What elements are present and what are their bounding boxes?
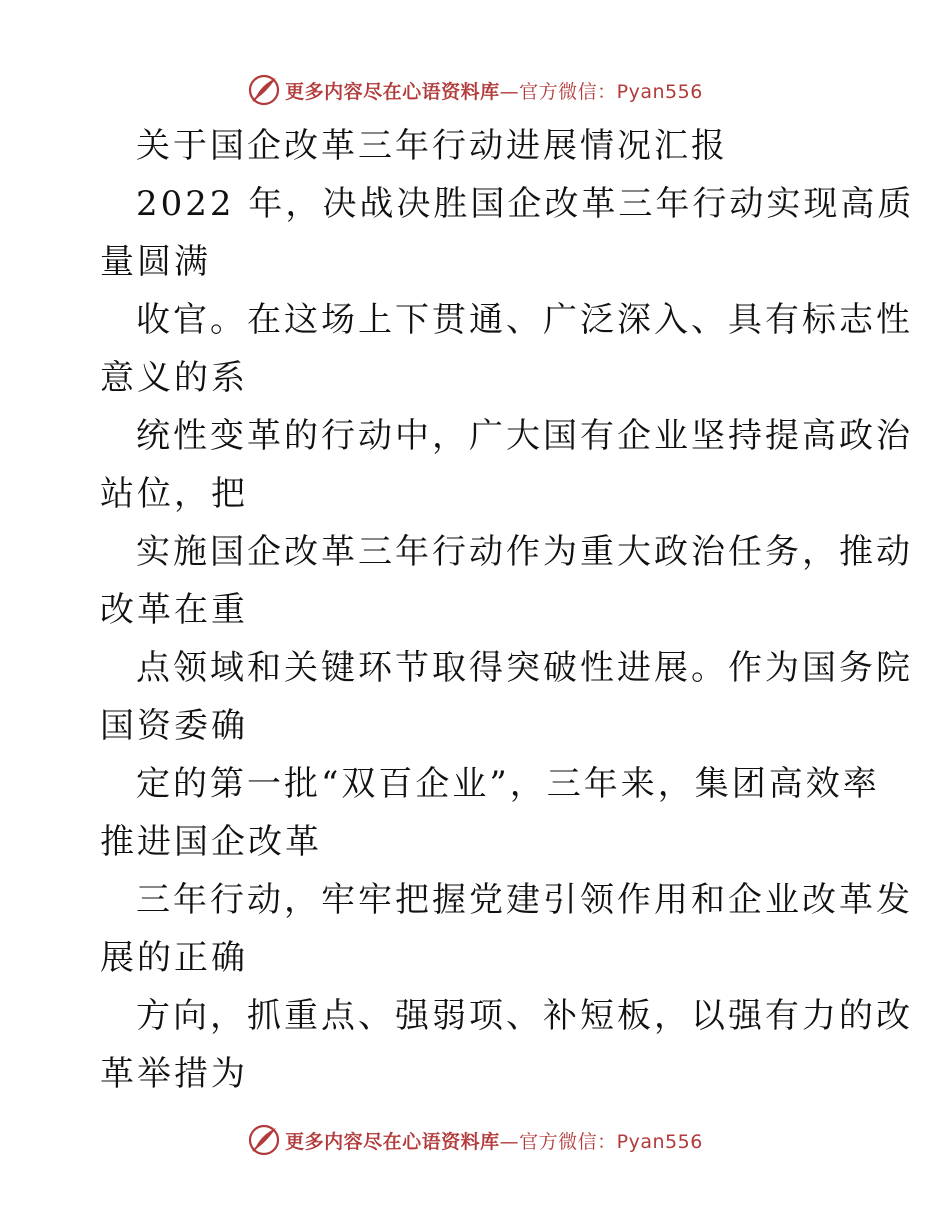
text-line: 站位，把 [100, 474, 248, 514]
document-title: 关于国企改革三年行动进展情况汇报 [136, 126, 728, 166]
text-line: 革举措为 [100, 1054, 248, 1094]
text-line: 定的第一批“双百企业”，三年来，集团高效率 [136, 764, 880, 804]
watermark-main-text: 更多内容尽在心语资料库 [285, 80, 500, 103]
text-line: 方向，抓重点、强弱项、补短板，以强有力的改 [136, 996, 913, 1036]
text-line: 收官。在这场上下贯通、广泛深入、具有标志性 [136, 300, 913, 340]
watermark-main-text: 更多内容尽在心语资料库 [285, 1130, 500, 1153]
watermark-contact-text: —官方微信：Pyan556 [499, 1130, 703, 1153]
text-line: 意义的系 [100, 358, 248, 398]
feather-pen-logo-icon [247, 1123, 281, 1157]
text-line: 三年行动，牢牢把握党建引领作用和企业改革发 [136, 880, 913, 920]
text-line: 统性变革的行动中，广大国有企业坚持提高政治 [136, 416, 913, 456]
text-line: 量圆满 [100, 242, 211, 282]
text-line: 实施国企改革三年行动作为重大政治任务，推动 [136, 532, 913, 572]
text-line: 推进国企改革 [100, 822, 322, 862]
header-watermark [0, 70, 950, 110]
footer-watermark [0, 1120, 950, 1160]
text-line: 国资委确 [100, 706, 248, 746]
text-line: 点领域和关键环节取得突破性进展。作为国务院 [136, 648, 913, 688]
document-body [100, 117, 915, 1103]
watermark-contact-text: —官方微信：Pyan556 [499, 80, 703, 103]
text-line: 展的正确 [100, 938, 248, 978]
text-line: 改革在重 [100, 590, 248, 630]
text-line: 2022 年，决战决胜国企改革三年行动实现高质 [136, 184, 915, 224]
feather-pen-logo-icon [247, 73, 281, 107]
